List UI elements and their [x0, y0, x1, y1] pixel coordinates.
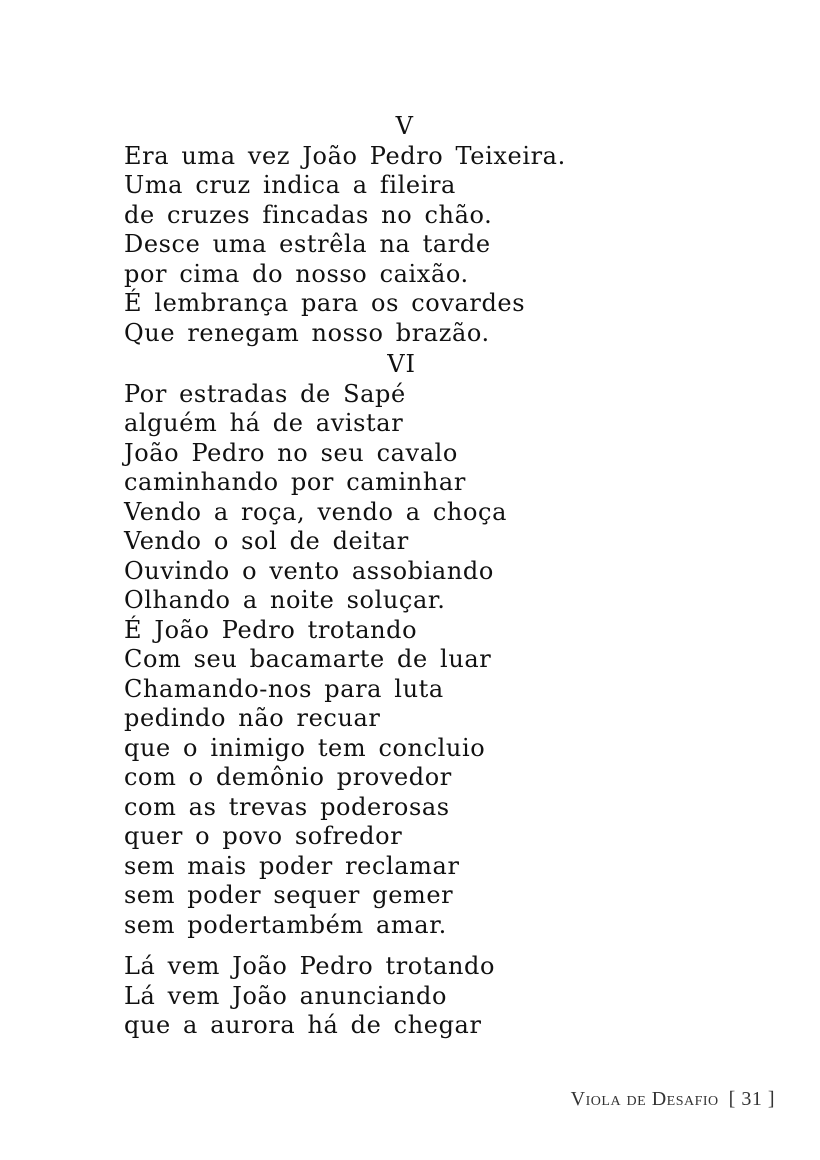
poem-line: É João Pedro trotando: [124, 615, 418, 644]
section-heading-v: V: [395, 112, 414, 140]
poem-line: que o inimigo tem concluio: [124, 733, 486, 762]
poem-line: que a aurora há de chegar: [124, 1011, 482, 1039]
poem-line: Vendo o sol de deitar: [124, 527, 409, 555]
poem-line: alguém há de avistar: [124, 409, 404, 437]
poem-line: sem mais poder reclamar: [124, 851, 460, 880]
poem-line: Que renegam nosso brazão.: [124, 318, 490, 347]
poem-line: Lá vem João anunciando: [124, 981, 448, 1010]
poem-line: Com seu bacamarte de luar: [124, 645, 492, 673]
poem-line: Uma cruz indica a fileira: [124, 171, 456, 199]
poem-line: pedindo não recuar: [124, 704, 381, 732]
running-title: Viola de Desafio: [570, 1088, 719, 1110]
poem-line: Vendo a roça, vendo a choça: [124, 497, 507, 526]
poem-line: quer o povo sofredor: [124, 822, 403, 850]
poem-line: Desce uma estrêla na tarde: [124, 230, 491, 258]
stanza-vi: [124, 380, 644, 941]
poem-line: por cima do nosso caixão.: [124, 259, 469, 288]
poem-line: Era uma vez João Pedro Teixeira.: [124, 141, 566, 170]
poem: [124, 112, 644, 1041]
poem-line: Lá vem João Pedro trotando: [124, 952, 496, 980]
poem-line: sem poder sequer gemer: [124, 881, 454, 909]
page-footer: [571, 1088, 775, 1111]
poem-line: É lembrança para os covardes: [124, 289, 526, 317]
stanza-gap: [124, 940, 644, 952]
poem-line: caminhando por caminhar: [124, 468, 466, 496]
poem-line: Por estradas de Sapé: [124, 379, 406, 408]
stanza-v: [124, 142, 644, 349]
page-number: [ 31 ]: [728, 1088, 775, 1110]
section-heading-vi: VI: [387, 350, 416, 378]
poem-line: com o demônio provedor: [124, 763, 452, 791]
poem-line: sem podertambém amar.: [124, 910, 447, 939]
poem-line: Ouvindo o vento assobiando: [124, 556, 494, 585]
poem-line: com as trevas poderosas: [124, 792, 450, 821]
poem-line: João Pedro no seu cavalo: [124, 438, 458, 467]
poem-line: de cruzes fincadas no chão.: [124, 200, 493, 229]
poem-line: Olhando a noite soluçar.: [124, 586, 446, 614]
poem-line: Chamando-nos para luta: [124, 674, 444, 703]
closing-stanza: [124, 952, 644, 1041]
